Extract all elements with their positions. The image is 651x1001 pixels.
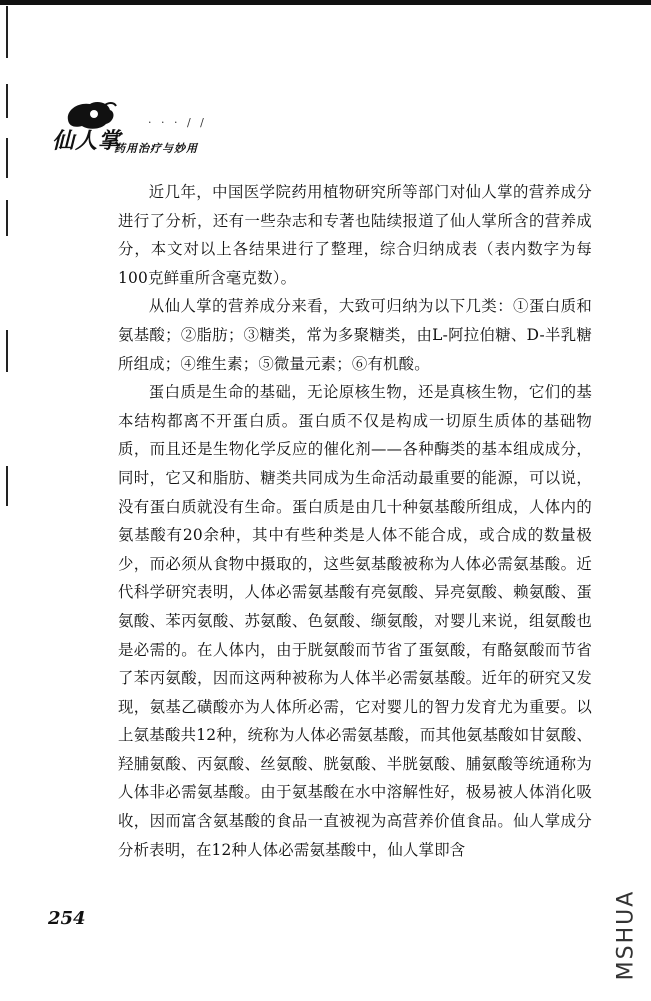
page-number: 254 [48,908,86,929]
book-subtitle: 药用治疗与妙用 [114,142,198,155]
paragraph: 从仙人掌的营养成分来看，大致可归纳为以下几类：①蛋白质和氨基酸；②脂肪；③糖类，常为多聚糖类，由L-阿拉伯糖、D-半乳糖所组成；④维生素；⑤微量元素；⑥有机酸。 [118,297,592,373]
paragraph: 近几年，中国医学院药用植物研究所等部门对仙人掌的营养成分进行了分析，还有一些杂志和专著也陆续报道了仙人掌所含的营养成分，本文对以上各结果进行了整理，综合归纳成表（表内数字为每100克鲜重所含毫克数）。 [118,183,592,287]
paragraph: 蛋白质是生命的基础，无论原核生物，还是真核生物，它们的基本结构都离不开蛋白质。蛋白质不仅是构成一切原生质体的基础物质，而且还是生物化学反应的催化剂——各种酶类的基本组成成分，同时，它又和脂肪、糖类共同成为生命活动最重要的能源，可以说，没有蛋白质就没有生命。蛋白质是由几十种氨基酸所组成，人体内的氨基酸有20余种，其中有些种类是人体不能合成，或合成的数量极少，而必须从食物中摄取的，这些氨基酸被称为人体必需氨基酸。近代科学研究表明，人体必需氨基酸有亮氨酸、异亮氨酸、赖氨酸、蛋氨酸、苯丙氨酸、苏氨酸、色氨酸、缬氨酸，对婴儿来说，组氨酸也是必需的。在人体内，由于胱氨酸而节省了蛋氨酸，有酪氨酸而节省了苯丙氨酸，因而这两种被称为人体半必需氨基酸。近年的研究又发现，氨基乙磺酸亦为人体所必需，它对婴儿的智力发育尤为重要。以上氨基酸共12种，统称为人体必需氨基酸，而其他氨基酸如甘氨酸、羟脯氨酸、丙氨酸、丝氨酸、胱氨酸、半胱氨酸、脯氨酸等统通称为人体非必需氨基酸。由于氨基酸在水中溶解性好，极易被人体消化吸收，因而富含氨基酸的食品一直被视为高营养价值食品。仙人掌成分分析表明，在12种人体必需氨基酸中，仙人掌即含 [118,383,592,859]
book-title: 仙人掌 [52,128,122,154]
logo-decoration: · · · / / [148,116,207,129]
top-border-rule [0,0,651,5]
scan-edge-marks [6,0,9,600]
watermark-text: MSHUA [613,889,639,981]
chapter-header-logo [44,100,224,160]
body-text [118,178,592,864]
watermark [612,880,640,990]
